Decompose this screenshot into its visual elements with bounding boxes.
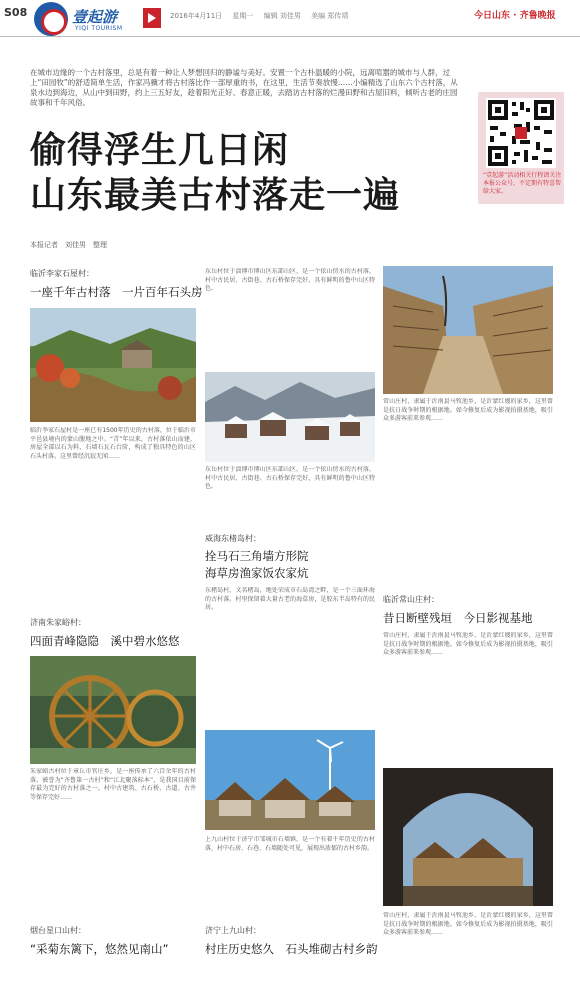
section-label-jinan: 济南朱家峪村：	[30, 618, 86, 627]
section-name-en: YIQI TOURISM	[75, 25, 123, 32]
article-zibo-intro: 东岳村位于淄博市博山区东部山区，是一个依山傍水的古村落，村中古民居、古街巷、古石桥保存完好，具有鲜明的鲁中山区特色。	[205, 268, 375, 292]
headline-line-2: 山东最美古村落走一遍	[30, 175, 401, 216]
section-label-yantai: 烟台星口山村：	[30, 926, 86, 935]
arch-village-photo	[383, 768, 553, 906]
play-icon	[143, 8, 161, 28]
section-title-weihai-2: 海草房渔家饭农家炕	[205, 566, 309, 580]
section-label-linyi: 临沂李家石屋村：	[30, 269, 94, 278]
section-title-yantai: “采菊东篱下，悠然见南山”	[30, 942, 169, 956]
waterwheel-photo	[30, 656, 196, 764]
article-zibo-more: 东岳村位于淄博市博山区东部山区，是一个依山傍水的古村落，村中古民居、古街巷、古石桥保存完好，具有鲜明的鲁中山区特色。	[205, 466, 375, 490]
article-changshan-more: 常山庄村，隶属于沂南县马牧池乡，是沂蒙红嫂的家乡，这里曾是抗日战争时期的根据地。如今修复后成为影视拍摄基地，吸引众多游客前来参观……	[383, 912, 553, 936]
snow-village-photo	[205, 372, 375, 462]
newspaper-brand: 今日山东 · 齐鲁晚报	[474, 11, 556, 21]
article-jinan-zhujia-village: 朱家峪古村位于章丘市官庄乡，是一座传承了六百余年的古村落，被誉为“齐鲁第一古村”和“江北聚落标本”，是我国目前保存最为完好的古村落之一。村中古建筑、古石桥、古道、古井等保存完好……	[30, 768, 196, 801]
section-label-changshan: 临沂常山庄村：	[383, 595, 439, 604]
byline: 本报记者 刘佳男 整理	[30, 241, 107, 249]
page-number: S08	[4, 6, 28, 19]
section-title-jinan: 四面青峰隐隐 溪中碧水悠悠	[30, 634, 180, 648]
headline-line-1: 偷得浮生几日闲	[30, 130, 290, 171]
article-linyi-continued: 常山庄村，隶属于沂南县马牧池乡，是沂蒙红嫂的家乡，这里曾是抗日战争时期的根据地。如今修复后成为影视拍摄基地，吸引众多游客前来参观……	[383, 398, 553, 422]
issue-meta	[170, 11, 356, 21]
article-jining-intro: 上九山村位于济宁市邹城市石墙镇，是一个有着千年历史的古村落，村中石房、石巷、石墙随处可见，展现出浓郁的古村乡韵。	[205, 836, 375, 852]
editor: 编辑 刘佳男	[263, 12, 301, 20]
section-title-jining: 村庄历史悠久 石头堆砌古村乡韵	[205, 942, 378, 956]
section-label-weihai: 威海东楮岛村：	[205, 534, 261, 543]
section-name: 壹起游	[72, 8, 118, 26]
section-title-linyi: 一座千年古村落 一片百年石头房	[30, 285, 203, 299]
header-divider	[0, 36, 580, 37]
qr-caption: “壹起游”活动相关行程请关注本报公众号，不定期有特喜帮给大家。	[483, 172, 562, 195]
section-label-jining: 济宁上九山村：	[205, 926, 261, 935]
main-headline	[30, 128, 400, 218]
stone-village-photo	[30, 308, 196, 422]
section-title-changshan: 昔日断壁残垣 今日影视基地	[383, 611, 533, 625]
article-weihai-dongchu: 东楮岛村，又名楮岛，地处荣成市石岛湾之畔，是一个三面环海的古村落。村里保留着大量古老的海草房，是胶东半岛特有的民居。	[205, 587, 375, 611]
section-logo-icon	[34, 2, 68, 36]
issue-weekday: 星期一	[232, 12, 254, 20]
designer: 美编 郑传靖	[311, 12, 349, 20]
seaweed-house-photo	[205, 730, 375, 830]
intro-paragraph: 在城市边缘的一个古村落里，总是有着一种让人梦想回归的静谧与美好。安置一个古朴温暖的小院，远离喧嚣的城市与人群，过上“田园牧”的舒适简单生活，作家冯骥才将古村落比作一部厚重的书，在这里，生活节奏放慢……小编精选了山东六个古村落，从泉水边到海边，从山中到田野，约上三五好友，趁着阳光正好、春意正暖，去踏访古村落的烂漫田野和古屋旧料，倾听古老的庄园故事和千年风俗。	[30, 68, 458, 107]
stone-path-photo	[383, 266, 553, 394]
issue-date: 2016年4月11日	[170, 12, 223, 20]
article-changshan-village: 常山庄村，隶属于沂南县马牧池乡，是沂蒙红嫂的家乡，这里曾是抗日战争时期的根据地。如今修复后成为影视拍摄基地，吸引众多游客前来参观……	[383, 632, 553, 656]
qr-code-icon	[486, 98, 556, 168]
article-linyi-stone-village: 临沂李家石屋村是一座已有1500年历史的古村落，位于临沂市平邑县境内的蒙山腹地之中。“青”年以来，古村落依山而建，房屋全部以石为料，石墙石瓦石台阶，构成了独具特色的山区石头村落。这里曾经沉寂无闻……	[30, 427, 196, 460]
section-title-weihai-1: 拴马石三角墙方形院	[205, 549, 309, 563]
